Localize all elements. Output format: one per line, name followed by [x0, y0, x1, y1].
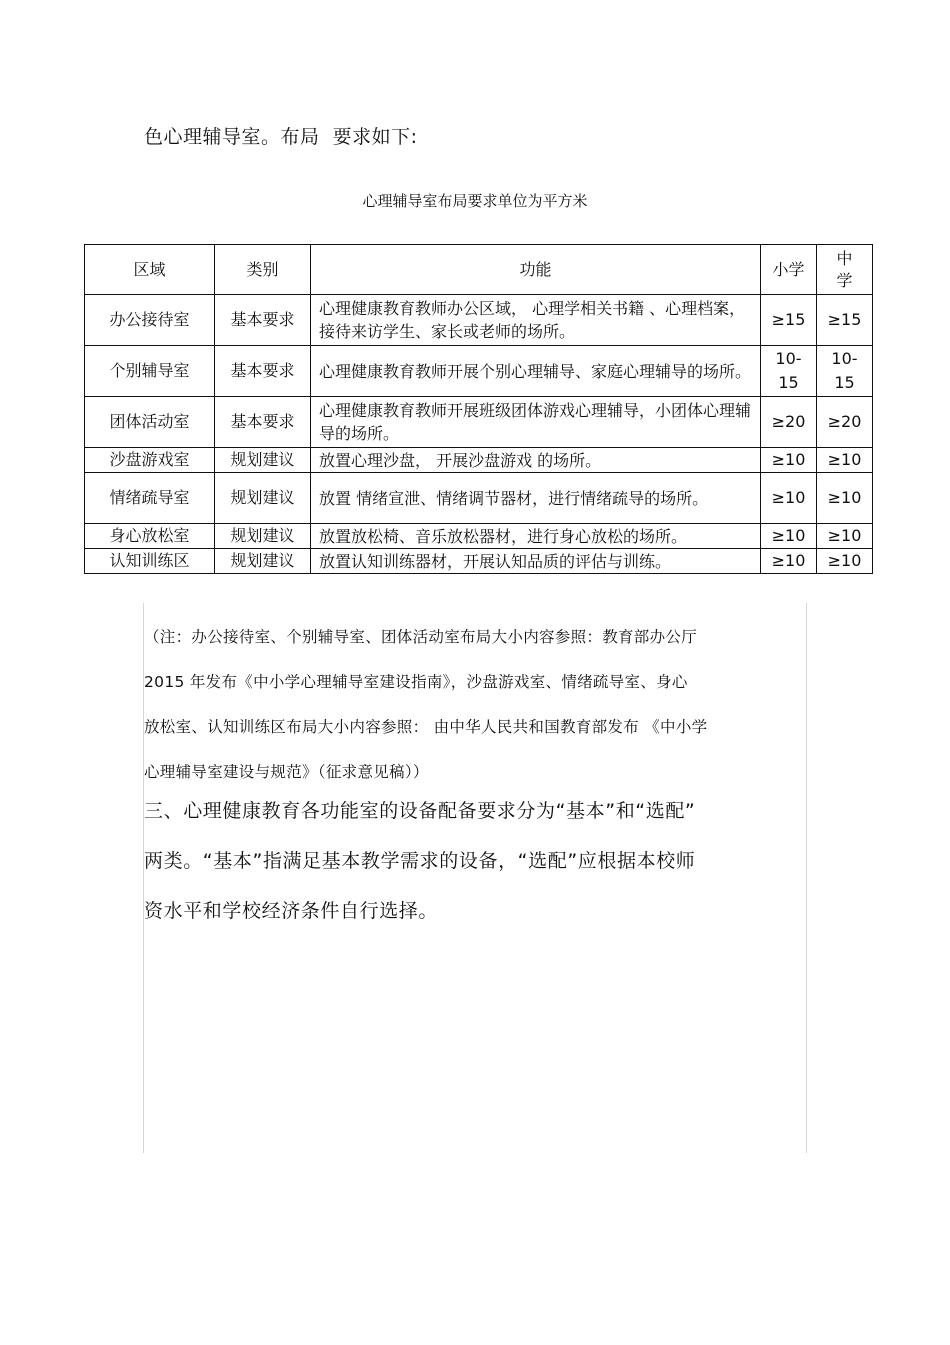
- area-cell: 沙盘游戏室: [85, 448, 215, 473]
- header-area: 区域: [85, 245, 215, 295]
- note-line-4: 心理辅导室建设与规范》（征求意见稿））: [144, 763, 429, 781]
- area-cell: 个别辅导室: [85, 346, 215, 397]
- layout-requirements-table: [84, 244, 873, 574]
- category-cell: 基本要求: [215, 346, 311, 397]
- primary-cell: ≥10: [761, 448, 817, 473]
- category-cell: 规划建议: [215, 524, 311, 549]
- table-row: [85, 448, 873, 473]
- header-secondary: 中学: [817, 245, 873, 295]
- category-cell: 规划建议: [215, 473, 311, 524]
- note-line-2: 2015 年发布《中小学心理辅导室建设指南》，沙盘游戏室、情绪疏导室、身心: [144, 673, 688, 691]
- function-cell: 放置 情绪宣泄、情绪调节器材，进行情绪疏导的场所。: [311, 473, 761, 524]
- table-row: [85, 473, 873, 524]
- category-cell: 基本要求: [215, 397, 311, 448]
- table-header-row: [85, 245, 873, 295]
- function-cell: 心理健康教育教师开展班级团体游戏心理辅导，小团体心理辅导的场所。: [311, 397, 761, 448]
- header-category: 类别: [215, 245, 311, 295]
- section-three-line-3: 资水平和学校经济条件自行选择。: [144, 900, 439, 922]
- area-cell: 团体活动室: [85, 397, 215, 448]
- table-row: [85, 295, 873, 346]
- area-cell: 情绪疏导室: [85, 473, 215, 524]
- function-cell: 放置心理沙盘， 开展沙盘游戏 的场所。: [311, 448, 761, 473]
- primary-cell: 10-15: [761, 346, 817, 397]
- intro-text: 色心理辅导室。布局 要求如下:: [144, 126, 418, 148]
- primary-cell: ≥10: [761, 524, 817, 549]
- category-cell: 规划建议: [215, 448, 311, 473]
- secondary-cell: ≥15: [817, 295, 873, 346]
- function-cell: 心理健康教育教师办公区域， 心理学相关书籍 、心理档案，接待来访学生、家长或老师的场所。: [311, 295, 761, 346]
- secondary-cell: ≥10: [817, 524, 873, 549]
- area-cell: 身心放松室: [85, 524, 215, 549]
- secondary-cell: ≥20: [817, 397, 873, 448]
- primary-cell: ≥10: [761, 473, 817, 524]
- table-row: [85, 397, 873, 448]
- function-cell: 心理健康教育教师开展个别心理辅导、家庭心理辅导的场所。: [311, 346, 761, 397]
- secondary-cell: ≥10: [817, 549, 873, 574]
- function-cell: 放置认知训练器材，开展认知品质的评估与训练。: [311, 549, 761, 574]
- primary-cell: ≥10: [761, 549, 817, 574]
- secondary-cell: ≥10: [817, 448, 873, 473]
- section-three-line-2: 两类。“基本”指满足基本教学需求的设备，“选配”应根据本校师: [144, 850, 696, 872]
- section-three-line-1: 三、心理健康教育各功能室的设备配备要求分为“基本”和“选配”: [144, 800, 696, 822]
- header-function: 功能: [311, 245, 761, 295]
- table-caption: 心理辅导室布局要求单位为平方米: [362, 192, 588, 210]
- function-cell: 放置放松椅、音乐放松器材，进行身心放松的场所。: [311, 524, 761, 549]
- table-row: [85, 346, 873, 397]
- area-cell: 认知训练区: [85, 549, 215, 574]
- table-row: [85, 549, 873, 574]
- primary-cell: ≥20: [761, 397, 817, 448]
- secondary-cell: 10-15: [817, 346, 873, 397]
- area-cell: 办公接待室: [85, 295, 215, 346]
- category-cell: 规划建议: [215, 549, 311, 574]
- primary-cell: ≥15: [761, 295, 817, 346]
- header-primary: 小学: [761, 245, 817, 295]
- note-line-1: （注：办公接待室、个别辅导室、团体活动室布局大小内容参照：教育部办公厅: [144, 628, 698, 646]
- secondary-cell: ≥10: [817, 473, 873, 524]
- note-line-3: 放松室、认知训练区布局大小内容参照： 由中华人民共和国教育部发布 《中小学: [144, 718, 708, 736]
- category-cell: 基本要求: [215, 295, 311, 346]
- table-row: [85, 524, 873, 549]
